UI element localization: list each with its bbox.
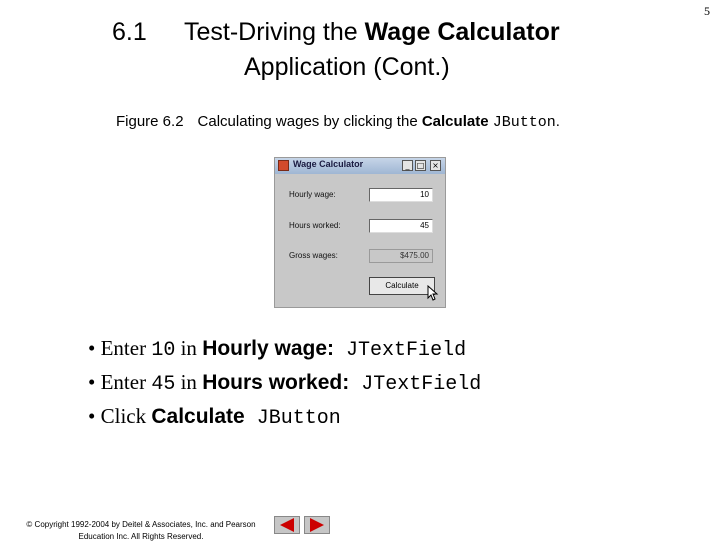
copyright-footer: [10, 519, 272, 543]
gross-wages-field: $475.00: [369, 249, 433, 263]
mouse-pointer-icon: [427, 285, 439, 301]
bullet-mono: JButton: [244, 407, 341, 430]
calculate-button[interactable]: Calculate: [369, 277, 435, 295]
section-number: 6.1: [112, 18, 147, 46]
close-button[interactable]: ×: [430, 160, 441, 171]
figure-caption: [116, 113, 560, 131]
bullet-prefix: • Click: [88, 404, 152, 428]
copyright-line1: © Copyright 1992-2004 by Deitel & Associates, Inc. and Pearson: [26, 520, 256, 529]
figure-number: Figure 6.2: [116, 113, 184, 130]
hours-worked-field[interactable]: 45: [369, 219, 433, 233]
maximize-button[interactable]: □: [416, 161, 425, 170]
window-title: Wage Calculator: [293, 159, 364, 169]
triangle-left-icon: [275, 517, 299, 533]
minimize-button[interactable]: _: [402, 160, 413, 171]
bullet-value: 10: [151, 339, 176, 362]
bullet-mono: JTextField: [349, 373, 482, 396]
page-number: 5: [704, 4, 710, 18]
bullet-bold: Calculate: [151, 405, 245, 428]
bullet-bold: Hourly wage:: [202, 337, 335, 360]
caption-mono: JButton: [492, 114, 556, 131]
wage-calculator-window: [274, 157, 446, 308]
title-prefix: Test-Driving the: [184, 18, 365, 46]
bullet-item: [88, 336, 466, 362]
bullet-prefix: • Enter: [88, 336, 152, 360]
copyright-line2: Education Inc. All Rights Reserved.: [78, 532, 204, 541]
bullet-item: [88, 370, 481, 396]
bullet-item: [88, 404, 341, 430]
caption-bold: Calculate: [421, 113, 489, 130]
previous-slide-button[interactable]: [274, 516, 300, 534]
bullet-prefix: • Enter: [88, 370, 152, 394]
hourly-wage-field[interactable]: 10: [369, 188, 433, 202]
bullet-bold: Hours worked:: [202, 371, 350, 394]
bullet-mid: in: [175, 370, 203, 394]
caption-end: .: [555, 113, 560, 130]
bullet-value: 45: [151, 373, 176, 396]
window-titlebar: [275, 158, 445, 174]
bullet-mono: JTextField: [334, 339, 467, 362]
hourly-wage-label: Hourly wage:: [289, 190, 336, 199]
slide-title: [184, 18, 560, 47]
title-bold: Wage Calculator: [364, 18, 560, 46]
gross-wages-label: Gross wages:: [289, 251, 338, 260]
slide-title-line2: Application (Cont.): [244, 53, 450, 81]
next-slide-button[interactable]: [304, 516, 330, 534]
java-app-icon: [278, 160, 289, 171]
caption-text: Calculating wages by clicking the: [197, 113, 422, 130]
hours-worked-label: Hours worked:: [289, 221, 341, 230]
triangle-right-icon: [305, 517, 329, 533]
bullet-mid: in: [175, 336, 203, 360]
